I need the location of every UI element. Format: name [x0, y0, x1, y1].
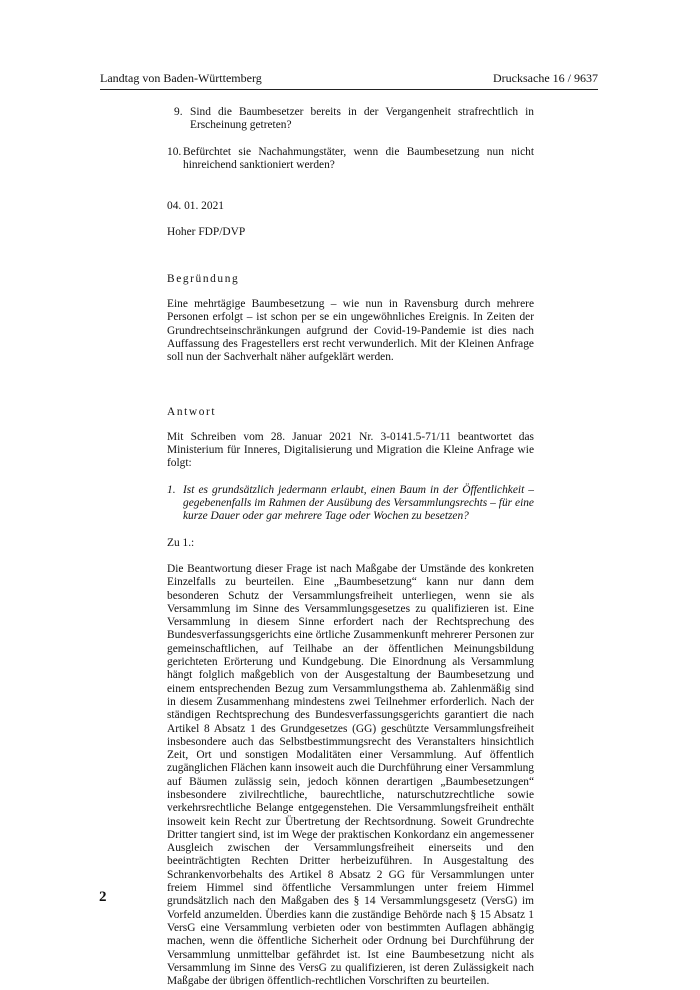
question-number: 1.	[167, 483, 176, 496]
header-rule	[100, 89, 598, 90]
header-parliament: Landtag von Baden-Württemberg	[100, 71, 262, 85]
begruendung-text: Eine mehrtägige Baumbesetzung – wie nun in Ravensburg durch mehrere Personen erfolgt – ist schon per se ein ungewöhnliches Ereignis. In Zeiten der Grundrechtseinschränkungen aufgrund der Covid-19-Pandemie ist dies nach Auffassung des Fragestellers erst recht verwunderlich. Mit der Kleinen Anfrage soll nun der Sachverhalt näher aufgeklärt werden.	[167, 298, 534, 364]
question-text: Ist es grundsätzlich jedermann erlaubt, einen Baum in der Öffentlichkeit – gegebenenfalls im Rahmen der Ausübung des Versammlungsrechts – für eine kurze Dauer oder gar mehrere Tage oder Wochen zu besetzen?	[183, 483, 534, 523]
antwort-intro: Mit Schreiben vom 28. Januar 2021 Nr. 3-0141.5-71/11 beantwortet das Ministerium für Inneres, Digitalisierung und Migration die Kleine Anfrage wie folgt:	[167, 430, 534, 470]
author: Hoher FDP/DVP	[167, 226, 246, 239]
page-header	[100, 70, 598, 88]
document-body	[167, 106, 534, 988]
question-text: Sind die Baumbesetzer bereits in der Vergangenheit strafrechtlich in Erscheinung getreten?	[190, 106, 534, 132]
header-document-number: Drucksache 16 / 9637	[493, 71, 598, 85]
date: 04. 01. 2021	[167, 200, 224, 213]
question-10	[167, 146, 534, 173]
question-number: 10.	[167, 145, 182, 158]
question-9	[174, 106, 534, 133]
answer-body: Die Beantwortung dieser Frage ist nach Maßgabe der Umstände des konkreten Einzelfalls zu beurteilen. Eine „Baumbesetzung“ kann nur dann dem besonderen Schutz der Versammlungsfreiheit unterliegen, wenn sie als Versammlung im Sinne des Versammlungsgesetzes zu qualifizieren ist. Eine Versammlung in diesem Sinne erfordert nach der Rechtsprechung des Bundesverfassungsgerichts eine örtliche Zusammenkunft mehrerer Personen zur gemeinschaftlichen, auf Teilhabe an der öffentlichen Meinungsbildung gerichteten Erörterung und Kundgebung. Die Einordnung als Versammlung hängt folglich maßgeblich von der Ausgestaltung der Baumbesetzung und einem entsprechenden Bezug zum Versammlungsthema ab. Zahlenmäßig sind in diesem Zusammenhang mindestens zwei Teilnehmer erforderlich. Nach der ständigen Rechtsprechung des Bundesverfassungsgerichts garantiert die nach Artikel 8 Absatz 1 des Grundgesetzes (GG) geschützte Versammlungsfreiheit insbesondere auch das Selbstbestimmungsrecht des Veranstalters hinsichtlich Zeit, Ort und sonstigen Modalitäten einer Versammlung. Auf öffentlich zugänglichen Flächen kann insoweit auch die Durchführung einer Versammlung auf Bäumen zulässig sein, jedoch können derartigen „Baumbesetzungen“ insbesondere zivilrechtliche, baurechtliche, naturschutzrechtliche sowie verkehrsrechtliche Belange entgegenstehen. Die Versammlungsfreiheit enthält insoweit kein Recht zur Übertretung der Rechtsordnung. Soweit Grundrechte Dritter tangiert sind, ist im Wege der praktischen Konkordanz ein angemessener Ausgleich zwischen der Versammlungsfreiheit einerseits und den beeinträchtigten Rechten Dritter herbeizuführen. In Ausgestaltung des Schrankenvorbehalts des Artikel 8 Absatz 2 GG für Versammlungen unter freiem Himmel sind öffentliche Versammlungen unter freiem Himmel grundsätzlich nach den Maßgaben des § 14 Versammlungsgesetz (VersG) im Vorfeld anzumelden. Überdies kann die zuständige Behörde nach § 15 Absatz 1 VersG eine Versammlung verbieten oder von bestimmten Auflagen abhängig machen, wenn die öffentliche Sicherheit oder Ordnung bei Durchführung der Versammlung unmittelbar gefährdet ist. Ist eine Baumbesetzung nicht als Versammlung im Sinne des VersG zu qualifizieren, ist deren Zulässigkeit nach Maßgabe der übrigen öffentlich-rechtlichen Vorschriften zu beurteilen.	[167, 562, 534, 988]
question-text: Befürchtet sie Nachahmungstäter, wenn die Baumbesetzung nun nicht hinreichend sanktioniert werden?	[183, 145, 534, 171]
antwort-heading: Antwort	[167, 405, 217, 418]
question-number: 9.	[174, 106, 183, 118]
page-number: 2	[99, 889, 107, 905]
answer-question-1	[167, 484, 534, 524]
zu-1-label: Zu 1.:	[167, 536, 195, 549]
begruendung-heading: Begründung	[167, 272, 240, 285]
